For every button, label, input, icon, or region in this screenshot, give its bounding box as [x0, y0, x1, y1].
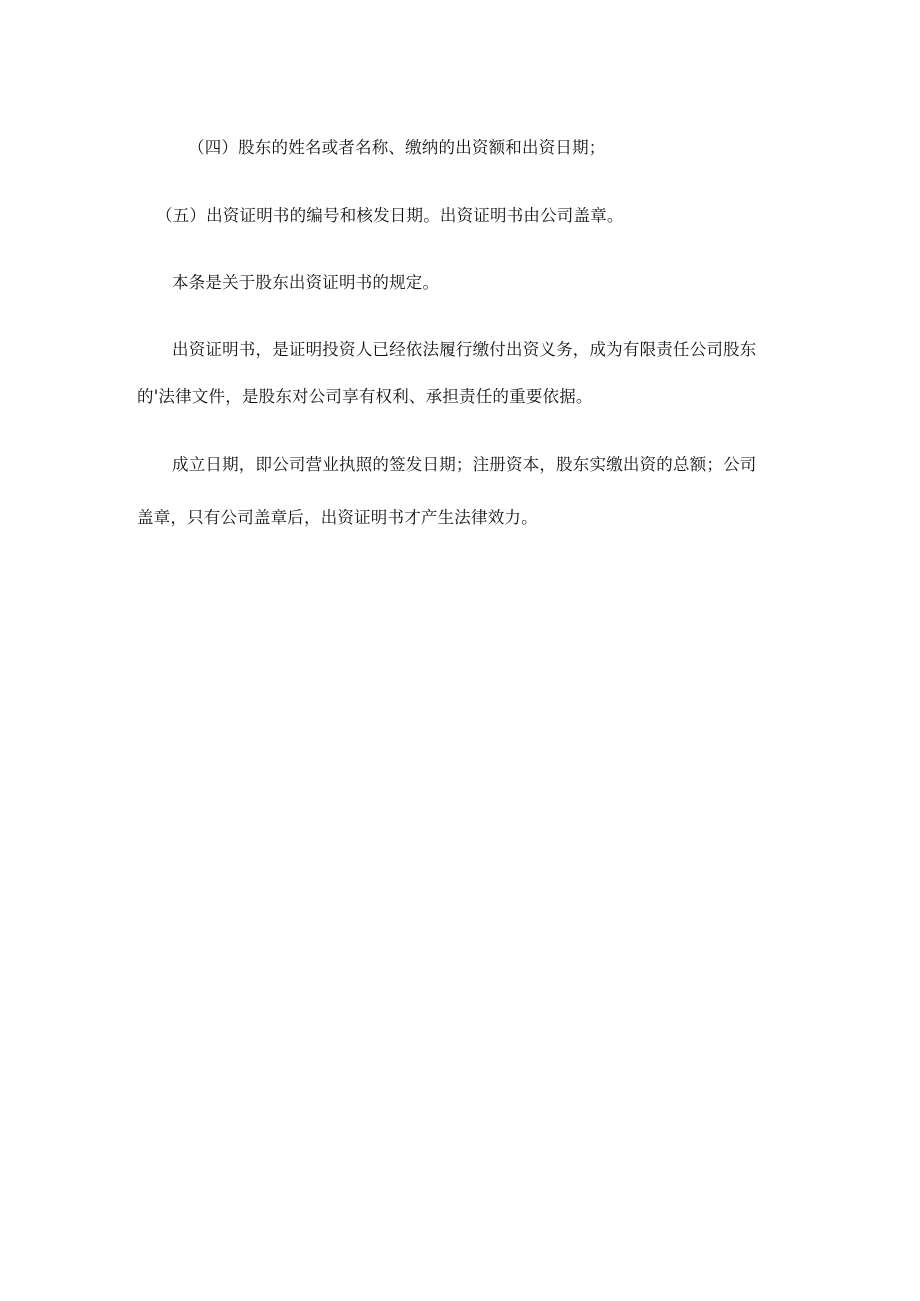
clause-four-line: （四）股东的姓名或者名称、缴纳的出资额和出资日期； [188, 138, 606, 157]
definition-paragraph-line-1: 出资证明书，是证明投资人已经依法履行缴付出资义务，成为有限责任公司股东 [172, 340, 757, 359]
explanation-paragraph-line-2: 盖章，只有公司盖章后，出资证明书才产生法律效力。 [137, 508, 538, 527]
explanation-paragraph-line-1: 成立日期，即公司营业执照的签发日期；注册资本，股东实缴出资的总额；公司 [172, 455, 757, 474]
clause-five-line: （五）出资证明书的编号和核发日期。出资证明书由公司盖章。 [156, 206, 624, 225]
article-summary-line: 本条是关于股东出资证明书的规定。 [172, 273, 440, 292]
definition-paragraph-line-2: 的'法律文件，是股东对公司享有权利、承担责任的重要依据。 [137, 387, 593, 406]
